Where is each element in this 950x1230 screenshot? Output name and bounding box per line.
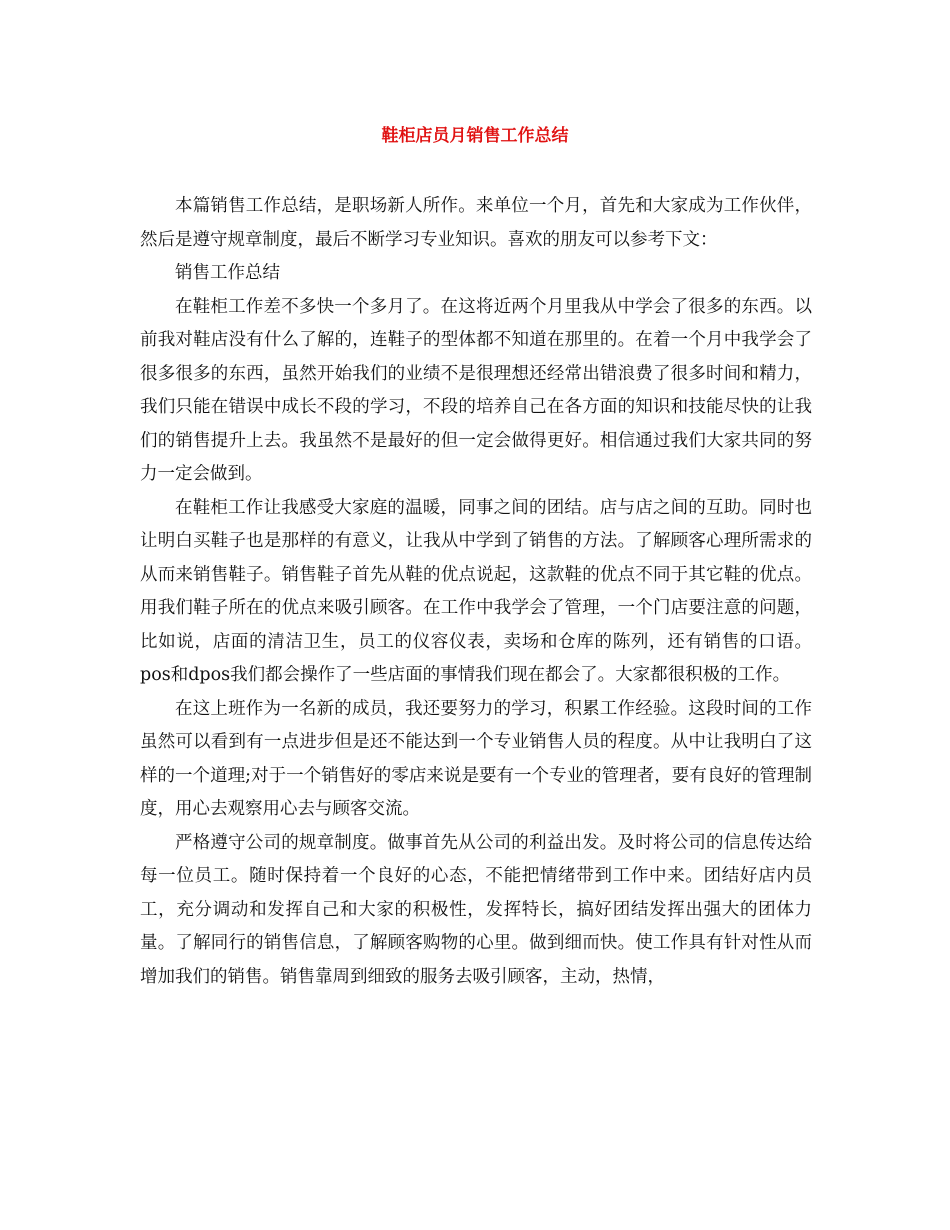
body-paragraph: 在这上班作为一名新的成员，我还要努力的学习，积累工作经验。这段时间的工作虽然可以看到有一点进步但是还不能达到一个专业销售人员的程度。从中让我明白了这样的一个道理;对于一个销售好的零店来说是要有一个专业的管理者，要有良好的管理制度，用心去观察用心去与顾客交流。 xyxy=(140,698,812,819)
body-paragraph: 严格遵守公司的规章制度。做事首先从公司的利益出发。及时将公司的信息传达给每一位员工。随时保持着一个良好的心态，不能把情绪带到工作中来。团结好店内员工，充分调动和发挥自己和大家的积极性，发挥特长，搞好团结发挥出强大的团体力量。了解同行的销售信息，了解顾客购物的心里。做到细而快。使工作具有针对性从而增加我们的销售。销售靠周到细致的服务去吸引顾客，主动，热情， xyxy=(140,832,812,987)
document-title: 鞋柜店员月销售工作总结 xyxy=(381,126,569,146)
body-paragraph: 在鞋柜工作让我感受大家庭的温暖，同事之间的团结。店与店之间的互助。同时也让明白买鞋子也是那样的有意义，让我从中学到了销售的方法。了解顾客心理所需求的从而来销售鞋子。销售鞋子首先从鞋的优点说起，这款鞋的优点不同于其它鞋的优点。用我们鞋子所在的优点来吸引顾客。在工作中我学会了管理，一个门店要注意的问题，比如说，店面的清洁卫生，员工的仪容仪表，卖场和仓库的陈列，还有销售的口语。pos和dpos我们都会操作了一些店面的事情我们现在都会了。大家都很积极的工作。 xyxy=(140,497,812,685)
intro-paragraph: 本篇销售工作总结，是职场新人所作。来单位一个月，首先和大家成为工作伙伴，然后是遵守规章制度，最后不断学习专业知识。喜欢的朋友可以参考下文： xyxy=(140,196,812,250)
document-body xyxy=(140,190,812,994)
section-heading: 销售工作总结 xyxy=(175,263,280,283)
body-paragraph: 在鞋柜工作差不多快一个多月了。在这将近两个月里我从中学会了很多的东西。以前我对鞋店没有什么了解的，连鞋子的型体都不知道在那里的。在着一个月中我学会了很多很多的东西，虽然开始我们的业绩不是很理想还经常出错浪费了很多时间和精力，我们只能在错误中成长不段的学习，不段的培养自己在各方面的知识和技能尽快的让我们的销售提升上去。我虽然不是最好的但一定会做得更好。相信通过我们大家共同的努力一定会做到。 xyxy=(140,296,812,484)
